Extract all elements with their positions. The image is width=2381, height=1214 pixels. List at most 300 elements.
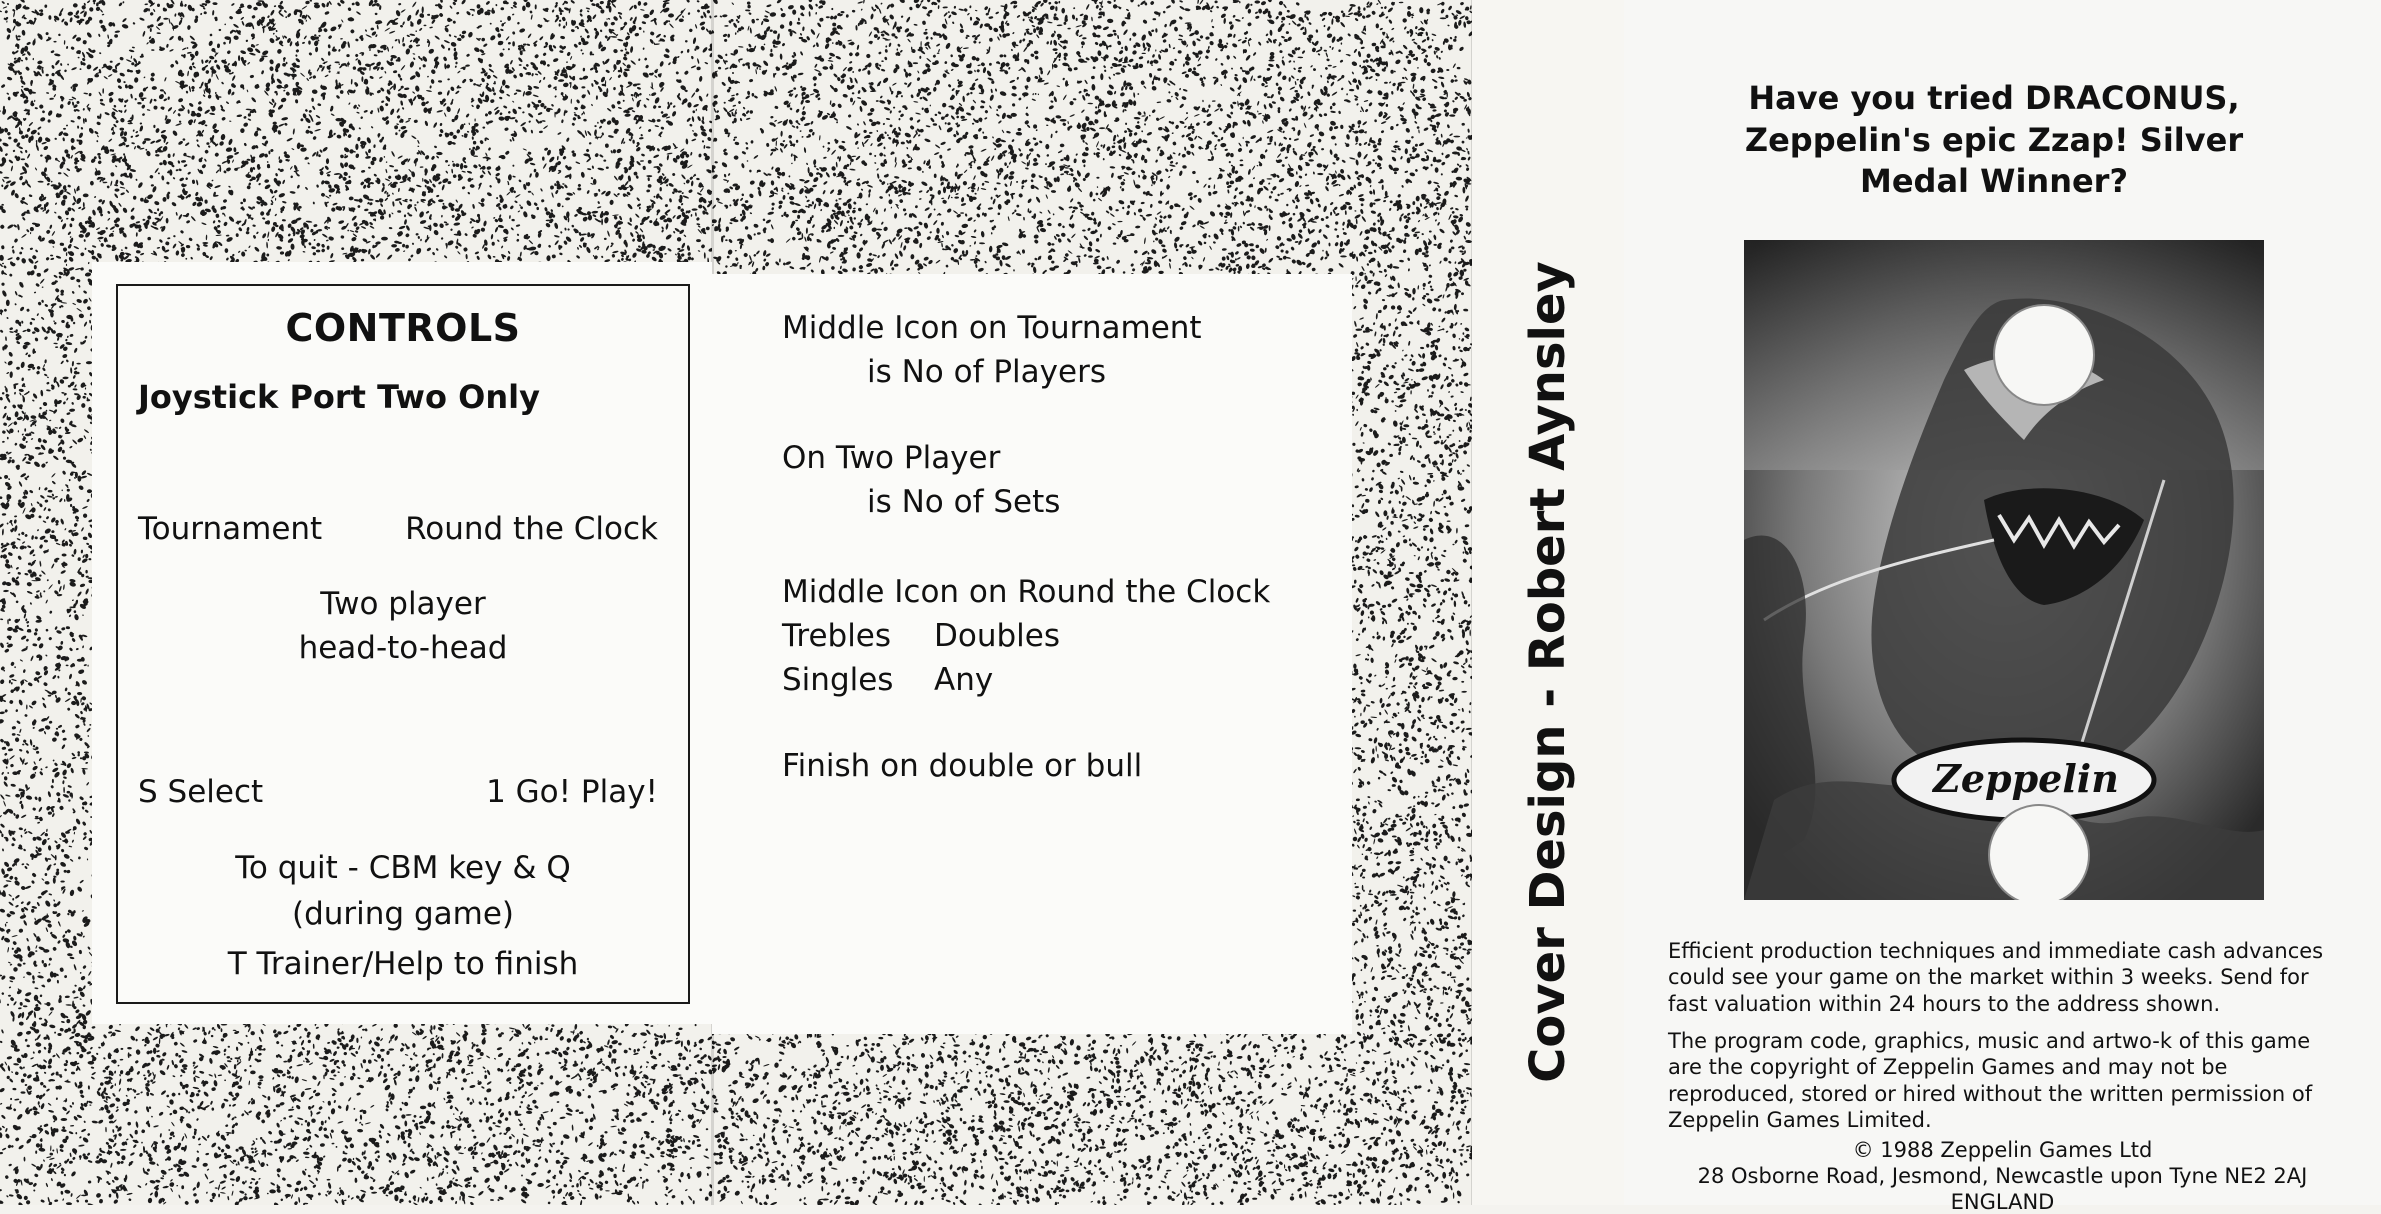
speck — [462, 1078, 468, 1083]
speck — [224, 1143, 231, 1150]
speck — [449, 1180, 453, 1184]
speck — [13, 966, 19, 972]
speck — [103, 1070, 106, 1073]
speck — [442, 1168, 445, 1171]
speck — [62, 353, 68, 358]
speck — [236, 1046, 239, 1051]
speck — [450, 228, 453, 231]
speck — [473, 1168, 480, 1173]
speck — [86, 32, 93, 39]
speck — [327, 1179, 331, 1181]
speck — [107, 210, 111, 214]
speck — [580, 35, 582, 38]
speck — [512, 100, 515, 102]
speck — [214, 1073, 217, 1078]
speck — [148, 8, 150, 11]
speck — [453, 1113, 455, 1115]
speck — [392, 192, 394, 195]
speck — [220, 108, 225, 112]
speck — [660, 1151, 665, 1155]
speck — [76, 363, 80, 365]
speck — [698, 204, 703, 209]
speck — [429, 85, 431, 88]
speck — [18, 533, 20, 536]
speck — [82, 40, 87, 45]
speck — [626, 32, 630, 36]
speck — [99, 52, 102, 55]
speck — [305, 109, 309, 113]
speck — [37, 529, 40, 532]
speck — [50, 1145, 52, 1151]
speck — [100, 102, 106, 106]
speck — [63, 401, 67, 405]
speck — [464, 1024, 468, 1027]
speck — [204, 149, 209, 154]
speck — [142, 113, 146, 116]
speck — [502, 48, 504, 50]
speck — [703, 145, 705, 149]
speck — [196, 201, 203, 208]
speck — [563, 240, 568, 245]
speck — [535, 4, 537, 9]
speck — [146, 42, 149, 45]
speck — [594, 152, 599, 157]
speck — [196, 1027, 200, 1031]
speck — [509, 215, 511, 219]
speck — [422, 1035, 427, 1039]
speck — [393, 70, 398, 73]
speck — [83, 92, 88, 94]
speck — [303, 35, 307, 40]
speck — [654, 1040, 660, 1047]
speck — [63, 787, 65, 793]
speck — [571, 29, 575, 33]
speck — [25, 461, 31, 465]
speck — [220, 134, 226, 141]
speck — [29, 489, 34, 493]
speck — [352, 1065, 356, 1070]
speck — [558, 1170, 562, 1175]
speck — [685, 179, 690, 184]
speck — [684, 1144, 691, 1150]
speck — [451, 169, 453, 174]
speck — [152, 186, 158, 193]
speck — [79, 68, 81, 70]
speck — [640, 160, 644, 162]
speck — [311, 1105, 315, 1109]
speck — [696, 217, 701, 222]
speck — [467, 1182, 470, 1184]
speck — [330, 1129, 334, 1133]
speck — [20, 901, 24, 905]
speck — [57, 675, 60, 678]
speck — [484, 1070, 487, 1073]
speck — [597, 201, 600, 205]
speck — [40, 831, 45, 836]
speck — [444, 40, 451, 44]
speck — [0, 396, 3, 401]
speck — [178, 1055, 181, 1058]
speck — [51, 480, 56, 484]
speck — [677, 190, 682, 193]
speck — [70, 858, 74, 862]
speck — [204, 124, 207, 126]
speck — [591, 177, 594, 180]
speck — [1, 204, 4, 206]
speck — [304, 1027, 309, 1032]
speck — [211, 179, 213, 181]
speck — [21, 1079, 25, 1083]
speck — [549, 1075, 554, 1080]
speck — [402, 21, 405, 25]
speck — [566, 211, 570, 218]
speck — [11, 1145, 14, 1148]
speck — [318, 154, 321, 158]
speck — [675, 71, 679, 75]
speck — [683, 1045, 689, 1052]
speck — [32, 727, 35, 730]
speck — [214, 185, 221, 189]
speck — [295, 49, 299, 53]
speck — [26, 229, 30, 233]
speck — [313, 1044, 315, 1049]
speck — [14, 57, 17, 60]
speck — [60, 243, 65, 247]
speck — [153, 98, 157, 101]
speck — [69, 956, 74, 959]
speck — [88, 127, 95, 134]
speck — [75, 724, 80, 729]
speck — [333, 1074, 336, 1076]
speck — [32, 975, 35, 980]
speck — [54, 626, 58, 630]
speck — [72, 439, 78, 445]
speck — [363, 1142, 368, 1147]
speck — [131, 142, 135, 145]
speck — [192, 1065, 194, 1067]
speck — [667, 1078, 670, 1081]
speck — [554, 183, 556, 186]
speck — [192, 65, 196, 69]
speck — [351, 1197, 355, 1200]
speck — [46, 74, 49, 77]
speck — [57, 724, 62, 728]
speck — [175, 60, 179, 65]
speck — [83, 536, 88, 540]
speck — [390, 1067, 394, 1071]
speck — [457, 108, 461, 115]
speck — [308, 40, 311, 44]
speck — [112, 68, 118, 73]
speck — [584, 1053, 589, 1059]
speck — [611, 104, 616, 109]
speck — [428, 1199, 433, 1204]
speck — [64, 149, 69, 155]
speck — [315, 1026, 319, 1029]
speck — [574, 213, 578, 217]
speck — [129, 49, 135, 52]
speck — [54, 1199, 58, 1202]
speck — [428, 1083, 433, 1090]
speck — [609, 200, 614, 206]
speck — [296, 1064, 303, 1067]
speck — [574, 1024, 577, 1030]
speck — [689, 123, 693, 127]
speck — [103, 1057, 106, 1060]
speck — [22, 329, 26, 332]
speck — [497, 217, 504, 223]
speck — [136, 1071, 140, 1076]
speck — [440, 1036, 445, 1042]
speck — [339, 1187, 341, 1189]
speck — [448, 164, 451, 166]
speck — [25, 352, 28, 356]
speck — [24, 998, 31, 1003]
speck — [630, 46, 634, 53]
speck — [75, 818, 81, 825]
speck — [215, 234, 221, 236]
speck — [441, 184, 445, 191]
speck — [71, 839, 74, 843]
speck — [47, 1065, 52, 1069]
speck — [130, 55, 132, 59]
speck — [103, 1092, 108, 1096]
speck — [446, 106, 452, 113]
speck — [52, 455, 59, 461]
speck — [347, 134, 352, 139]
speck — [429, 179, 433, 184]
speck — [512, 1149, 518, 1155]
speck — [20, 79, 27, 85]
speck — [122, 1, 124, 4]
speck — [402, 107, 405, 110]
speck — [34, 772, 36, 774]
speck — [576, 1090, 583, 1097]
speck — [639, 137, 644, 140]
speck — [54, 53, 61, 57]
speck — [376, 1053, 382, 1059]
speck — [68, 799, 71, 802]
speck — [257, 1081, 263, 1086]
speck — [409, 61, 415, 68]
speck — [470, 1201, 475, 1205]
speck — [560, 1140, 564, 1145]
speck — [212, 2, 217, 5]
speck — [160, 1133, 162, 1138]
speck — [77, 751, 80, 754]
speck — [448, 34, 451, 37]
speck — [592, 1067, 595, 1071]
speck — [206, 235, 208, 241]
speck — [76, 648, 79, 651]
speck — [168, 1181, 175, 1187]
speck — [199, 1070, 205, 1074]
speck — [590, 1078, 593, 1081]
speck — [64, 1174, 66, 1177]
speck — [348, 102, 351, 105]
speck — [400, 9, 406, 13]
speck — [159, 162, 163, 165]
speck — [134, 77, 139, 83]
speck — [488, 63, 492, 67]
speck — [539, 130, 543, 133]
speck — [554, 222, 559, 229]
speck — [646, 175, 652, 177]
speck — [79, 950, 83, 955]
speck — [591, 83, 594, 87]
speck — [566, 21, 567, 25]
speck — [633, 171, 638, 176]
speck — [209, 33, 213, 37]
speck — [39, 574, 42, 576]
speck — [380, 215, 385, 220]
speck — [48, 1109, 54, 1113]
speck — [664, 1193, 668, 1197]
speck — [371, 1166, 375, 1170]
speck — [693, 1200, 695, 1204]
speck — [273, 1109, 276, 1112]
speck — [695, 1072, 697, 1074]
speck — [373, 173, 377, 177]
speck — [46, 182, 50, 186]
speck — [69, 99, 74, 100]
speck — [269, 1189, 276, 1193]
speck — [67, 101, 71, 106]
speck — [114, 1029, 121, 1032]
speck — [109, 1194, 112, 1198]
speck — [467, 131, 470, 133]
speck — [64, 870, 67, 873]
speck — [376, 89, 381, 93]
speck — [584, 1118, 589, 1123]
speck — [96, 1155, 100, 1159]
speck — [150, 77, 155, 83]
speck — [18, 1144, 25, 1150]
speck — [494, 226, 498, 232]
speck — [693, 132, 699, 137]
speck — [7, 257, 13, 260]
speck — [36, 501, 40, 504]
speck — [666, 184, 669, 187]
speck — [687, 1040, 691, 1046]
speck — [500, 20, 502, 22]
speck — [246, 89, 248, 92]
speck — [663, 53, 670, 59]
speck — [371, 1191, 377, 1193]
speck — [280, 97, 287, 103]
speck — [253, 7, 258, 11]
speck — [600, 1058, 602, 1061]
speck — [557, 1101, 560, 1103]
speck — [565, 1192, 569, 1197]
speck — [243, 1196, 248, 1201]
speck — [245, 39, 248, 42]
speck — [612, 250, 619, 253]
speck — [103, 1034, 108, 1039]
speck — [19, 175, 24, 181]
speck — [51, 473, 56, 478]
speck — [62, 934, 66, 938]
speck — [326, 216, 332, 222]
speck — [539, 1143, 541, 1145]
speck — [523, 1127, 526, 1130]
speck — [356, 111, 360, 113]
speck — [0, 1103, 2, 1105]
speck — [672, 105, 675, 108]
speck — [461, 78, 466, 84]
speck — [424, 154, 430, 160]
speck — [569, 1173, 573, 1180]
speck — [43, 590, 45, 592]
speck — [693, 1091, 696, 1094]
speck — [348, 1195, 350, 1198]
speck — [172, 1109, 178, 1115]
speck — [151, 1142, 155, 1148]
speck — [43, 145, 49, 151]
speck — [82, 396, 86, 399]
speck — [280, 251, 285, 255]
speck — [599, 212, 604, 219]
speck — [54, 840, 58, 844]
speck — [381, 100, 385, 103]
speck — [668, 1066, 671, 1069]
speck — [458, 1184, 463, 1188]
speck — [196, 1093, 200, 1097]
speck — [209, 55, 215, 60]
speck — [435, 1183, 437, 1186]
speck — [478, 164, 482, 168]
speck — [311, 246, 316, 249]
speck — [585, 148, 589, 152]
speck — [256, 231, 259, 234]
speck — [58, 271, 64, 275]
speck — [365, 1122, 371, 1125]
speck — [115, 179, 119, 185]
speck — [69, 1152, 71, 1157]
speck — [124, 104, 127, 107]
speck — [47, 838, 50, 841]
speck — [645, 64, 650, 69]
speck — [359, 1121, 362, 1124]
speck — [355, 230, 359, 233]
speck — [416, 201, 419, 204]
speck — [420, 166, 424, 168]
speck — [519, 1123, 523, 1127]
speck — [405, 1130, 409, 1133]
speck — [16, 1113, 23, 1120]
speck — [459, 1196, 461, 1201]
speck — [333, 1100, 336, 1104]
speck — [299, 1036, 302, 1039]
speck — [534, 54, 540, 59]
speck — [397, 1070, 401, 1076]
speck — [82, 645, 84, 648]
speck — [468, 1195, 475, 1198]
speck — [308, 242, 312, 246]
speck — [69, 17, 73, 22]
speck — [144, 1044, 147, 1047]
speck — [454, 48, 457, 52]
speck — [340, 235, 344, 239]
speck — [166, 1105, 170, 1108]
speck — [356, 107, 359, 110]
speck — [182, 47, 187, 50]
speck — [178, 214, 183, 220]
speck — [497, 1052, 504, 1058]
speck — [43, 963, 48, 968]
speck — [489, 34, 496, 41]
speck — [706, 146, 711, 149]
